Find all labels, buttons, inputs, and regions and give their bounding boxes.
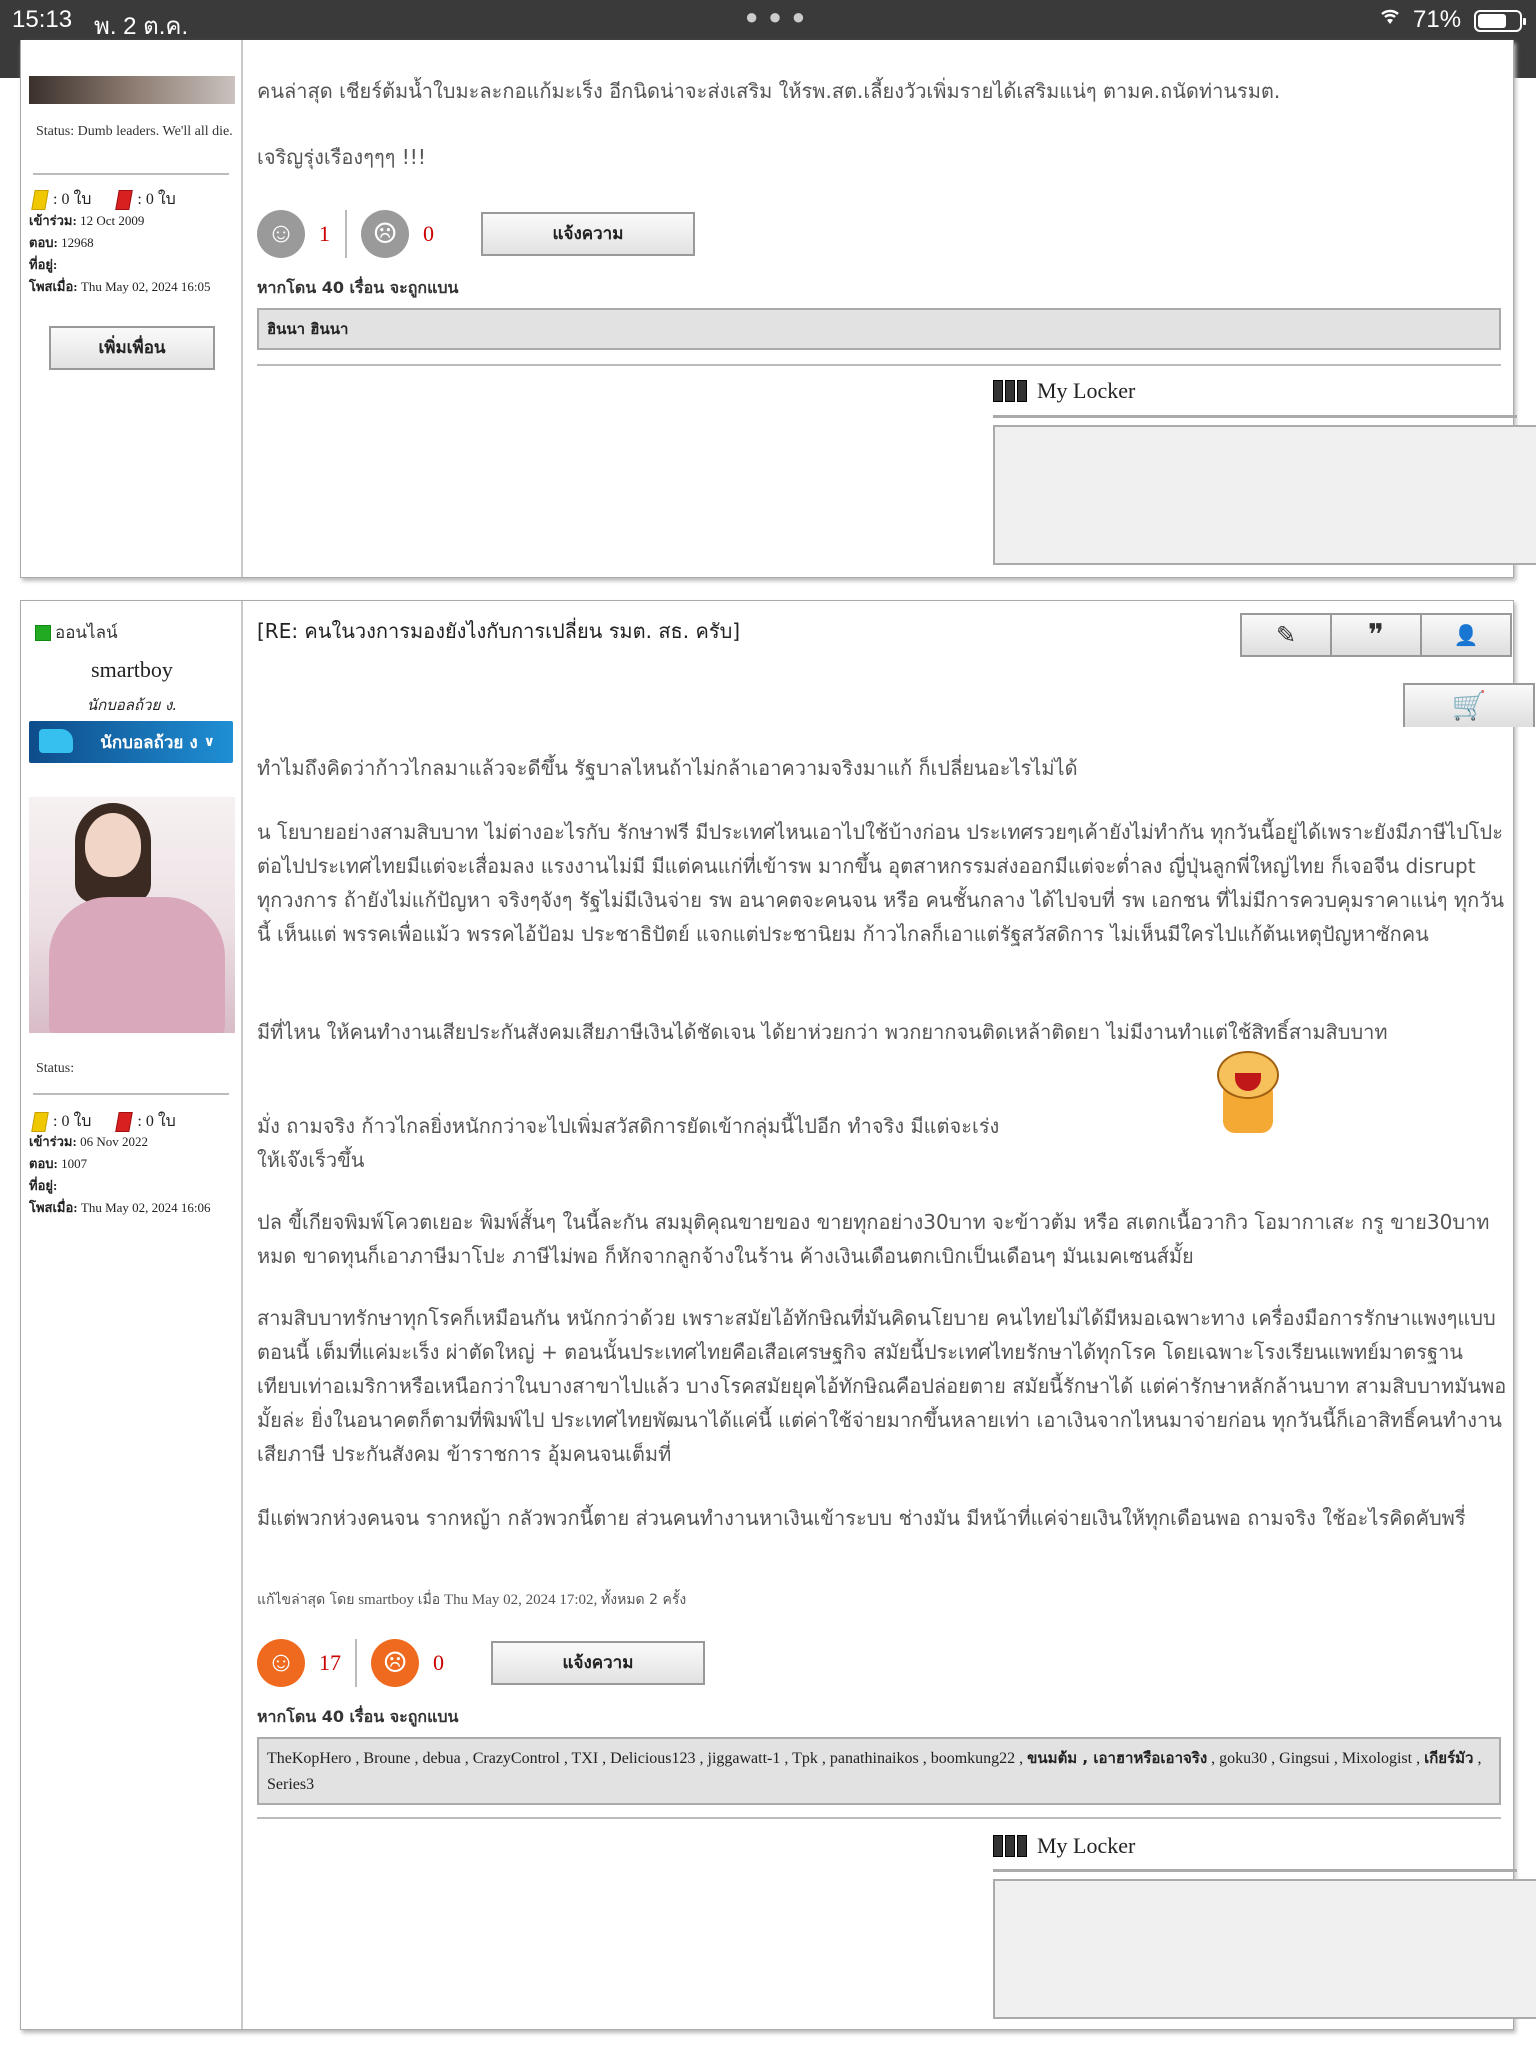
- edited-count: ทั้งหมด 2 ครั้ง: [601, 1592, 687, 1608]
- boot-icon: [39, 729, 73, 753]
- divider: [993, 415, 1517, 418]
- reaction-bar: [257, 1639, 705, 1687]
- likers-text: , goku30 , Gingsui , Mixologist ,: [1211, 1750, 1421, 1767]
- replies-count: 12968: [61, 235, 94, 250]
- likers-text: , Series3: [267, 1750, 1482, 1793]
- profile-icon: 👤: [1453, 624, 1479, 647]
- likers-list: [257, 1737, 1501, 1805]
- ban-note: หากโดน 40 เรื่อน จะถูกแบน: [257, 278, 459, 297]
- locker-title-text: My Locker: [1037, 1833, 1136, 1858]
- edit-history: [257, 1589, 686, 1611]
- post-author-panel: [21, 601, 243, 2029]
- online-label: ออนไลน์: [55, 623, 118, 643]
- divider: [257, 1817, 1501, 1819]
- rank-badge: นักบอลถ้วย ง ∨: [29, 721, 233, 763]
- post-author-panel: [21, 40, 243, 577]
- location-label: ที่อยู่:: [29, 1178, 58, 1193]
- message-paragraph: ปล ขี้เกียจพิมพ์โควตเยอะ พิมพ์สั้นๆ ในนี้ละกัน สมมุติคุณขายของ ขายทุกอย่าง30บาท จะข้าวต้ม หรือ สเตกเนื้อวากิว โอมากาเสะ กรู ขาย30บาทหมด ขาดทุนก็เอาภาษีมาโปะ ภาษีไม่พอ ก็หักจากลูกจ้างในร้าน ค้างเงินเดือนตกเบิกเป็นเดือนๆ มันเมคเซนส์มั้ย: [257, 1210, 1490, 1268]
- locker-title: [993, 1833, 1135, 1859]
- edited-at: Thu May 02, 2024 17:02,: [443, 1592, 598, 1608]
- edited-by[interactable]: smartboy: [358, 1592, 415, 1608]
- user-status: Status: Dumb leaders. We'll all die.: [36, 124, 233, 139]
- joined-date: 06 Nov 2022: [80, 1134, 148, 1149]
- message-paragraph: น โยบายอย่างสามสิบบาท ไม่ต่างอะไรกับ รักษาฟรี มีประเทศไหนเอาไปใช้บ้างก่อน ประเทศรวยๆเค้ายังไม่ทำกัน ทุกวันนี้อยู่ได้เพราะยังมีภาษีไปโปะ ต่อไปประเทศไทยมีแต่จะเสื่อมลง แรงงานไม่มี มีแต่คนแก่ที่เข้ารพ มากขึ้น อุตสาหกรรมส่งออกมีแต่จะต่ำลง ญี่ปุ่นลูกพี่ใหญ่ไทย ก็เจอจีน disrupt ทุกวงการ ถ้ายังไม่แก้ปัญหา จริงๆจังๆ รัฐไม่มีเงินจ่าย รพ อนาคตจะคนจน หรือ คนชั้นกลาง ได้ไปจบที่ รพ เอกชน ที่ไม่มีการควบคุมราคาแน่ๆ ทุกวันนี้ เห็นแต่ พรรคเพื่อแม้ว พรรคไอ้ป้อม ประชาธิปัตย์ แจกแต่ประชานิยม ก้าวไกลก็เอาแต่รัฐสวัสดิการ ไม่เห็นมีใครไปแก้ต้นเหตุปัญหาซักคน: [257, 820, 1505, 946]
- red-card-icon: [116, 190, 134, 210]
- location-label: ที่อยู่:: [29, 257, 58, 272]
- dislike-count: 0: [433, 1650, 444, 1675]
- replies-label: ตอบ:: [29, 235, 58, 250]
- posted-label: โพสเมื่อ:: [29, 1200, 78, 1215]
- edit-icon: ✎: [1275, 622, 1297, 649]
- post-content: [257, 601, 1513, 2029]
- joined-label: เข้าร่วม:: [29, 213, 77, 228]
- posted-label: โพสเมื่อ:: [29, 279, 78, 294]
- likers-text-bold: ขนมต้ม , เอาฮาหรือเอาจริง: [1027, 1749, 1208, 1767]
- user-info: [29, 1131, 211, 1219]
- message-paragraph: สามสิบบาทรักษาทุกโรคก็เหมือนกัน หนักกว่าด้วย เพราะสมัยไอ้ทักษิณที่มันคิดนโยบาย คนไทยไม่ได้มีหมอเฉพาะทาง เครื่องมือการรักษาแพงๆแบบตอนนี้ เต็มที่แค่มะเร็ง ผ่าตัดใหญ่ + ตอนนั้นประเทศไทยคือเสือเศรษฐกิจ สมัยนี้ประเทศไทยรักษาได้ทุกโรค โดยเฉพาะโรงเรียนแพทย์มาตรฐานเทียบเท่าอเมริกาหรือเหนือกว่าในบางสาขาไปแล้ว บางโรคสมัยยุคไอ้ทักษิณคือปล่อยตาย สมัยนี้รักษาได้ แต่ค่ารักษาหลักล้านบาท สามสิบบาทมันพอมั้ยล่ะ ยิ่งในอนาคตก็ตามที่พิมพ์ไป ประเทศไทยพัฒนาได้แค่นี้ แต่ค่าใช้จ่ายมากขึ้นหลายเท่า เอาเงินจากไหนมาจ่ายก่อน ทุกวันนี้ก็เอาสิทธิ์คนทำงานเสียภาษี ประกันสังคม ข้าราชการ อุ้มคนจนเต็มที่: [257, 1306, 1507, 1466]
- likers-text-bold: เกียร์มัว: [1424, 1749, 1474, 1767]
- dislike-face-icon[interactable]: ☹: [371, 1639, 419, 1687]
- divider: [355, 1639, 357, 1687]
- locker-title: [993, 378, 1135, 404]
- locker-box: [993, 1879, 1536, 2019]
- posted-date: Thu May 02, 2024 16:05: [80, 279, 211, 294]
- like-count: 17: [319, 1650, 341, 1675]
- report-button[interactable]: แจ้งความ: [481, 212, 695, 256]
- edit-button[interactable]: [1240, 613, 1332, 657]
- user-title: นักบอลถ้วย ง.: [86, 696, 178, 714]
- dislike-face-icon[interactable]: ☹: [361, 210, 409, 258]
- multitasking-dots-icon[interactable]: ● ● ●: [745, 4, 808, 29]
- post-toolbar: [1240, 613, 1510, 657]
- likers-text: TheKopHero , Broune , debua , CrazyControl , TXI , Delicious123 , jiggawatt-1 , Tpk , panathinaikos , boomkung22 ,: [267, 1750, 1024, 1767]
- message-line: คนล่าสุด เชียร์ต้มน้ำใบมะละกอแก้มะเร็ง อีกนิดน่าจะส่งเสริม ให้รพ.สต.เลี้ยงวัวเพิ่มรายได้เสริมแน่ๆ ตามค.ถนัดท่านรมต.: [257, 79, 1281, 103]
- quote-button[interactable]: [1330, 613, 1422, 657]
- likers-list: ฮินนา ฮินนา: [257, 308, 1501, 350]
- card-counts: [33, 187, 176, 212]
- post-title: [RE: คนในวงการมองยังไงกับการเปลี่ยน รมต. สธ. ครับ]: [257, 619, 741, 643]
- divider: [345, 210, 347, 258]
- joined-label: เข้าร่วม:: [29, 1134, 77, 1149]
- like-face-icon[interactable]: ☺: [257, 1639, 305, 1687]
- battery-fill: [1478, 14, 1506, 28]
- divider: [33, 1093, 229, 1095]
- user-status: Status:: [36, 1061, 75, 1076]
- message-paragraph: มีแต่พวกห่วงคนจน รากหญ้า กลัวพวกนี้ตาย ส่วนคนทำงานหาเงินเข้าระบบ ช่างมัน มีหน้าที่แค่จ่ายเงินให้ทุกเดือนพอ ถามจริง ใช้อะไรคิดคับพรี่: [257, 1506, 1466, 1530]
- red-card-count: : 0 ใบ: [137, 1113, 176, 1130]
- message-line: เจริญรุ่งเรืองๆๆๆ !!!: [257, 145, 426, 169]
- online-indicator: [35, 619, 118, 646]
- add-friend-button[interactable]: เพิ่มเพื่อน: [49, 326, 215, 370]
- red-card-icon: [116, 1112, 134, 1132]
- replies-label: ตอบ:: [29, 1156, 58, 1171]
- date: พ. 2 ต.ค.: [94, 13, 189, 40]
- battery-icon: [1474, 10, 1522, 32]
- yellow-card-icon: [31, 190, 49, 210]
- post-content: [257, 40, 1513, 577]
- profile-button[interactable]: [1420, 613, 1512, 657]
- wifi-icon: [1378, 6, 1402, 32]
- rank-badge-text: นักบอลถ้วย ง: [100, 732, 198, 753]
- like-face-icon[interactable]: ☺: [257, 210, 305, 258]
- locker-icon: [993, 1835, 1029, 1857]
- report-button[interactable]: แจ้งความ: [491, 1641, 705, 1685]
- battery-percent: 71%: [1413, 6, 1462, 33]
- divider: [33, 173, 229, 175]
- message-paragraph: มีที่ไหน ให้คนทำงานเสียประกันสังคมเสียภาษีเงินได้ชัดเจน ได้ยาห่วยกว่า พวกยากจนติดเหล้าติดยา ไม่มีงานทำแต่ใช้สิทธิ์สามสิบบาท: [257, 1020, 1388, 1044]
- divider: [257, 364, 1501, 366]
- quote-icon: ❞: [1367, 618, 1385, 652]
- yellow-card-icon: [31, 1112, 49, 1132]
- edited-prefix: แก้ไขล่าสุด โดย: [257, 1592, 355, 1608]
- cart-icon: 🛒: [1451, 691, 1487, 722]
- tiger-sticker-image: [1213, 1051, 1283, 1137]
- user-avatar[interactable]: [29, 797, 235, 1033]
- locker-title-text: My Locker: [1037, 378, 1136, 403]
- posted-date: Thu May 02, 2024 16:06: [80, 1200, 211, 1215]
- dislike-count: 0: [423, 221, 434, 246]
- edited-at-label: เมื่อ: [417, 1592, 441, 1608]
- cart-button[interactable]: [1403, 683, 1535, 727]
- username[interactable]: smartboy: [91, 657, 173, 682]
- clock: 15:13: [12, 6, 73, 33]
- divider: [993, 1869, 1517, 1872]
- locker-box: [993, 425, 1536, 565]
- user-avatar[interactable]: [29, 76, 235, 104]
- message-paragraph: มั่ง ถามจริง ก้าวไกลยิ่งหนักกว่าจะไปเพิ่มสวัสดิการยัดเข้ากลุ่มนี้ไปอีก ทำจริง มีแต่จะเร่งให้เจ๊งเร็วขึ้น: [257, 1114, 1000, 1172]
- message-paragraph: ทำไมถึงคิดว่าก้าวไกลมาแล้วจะดีขึ้น รัฐบาลไหนถ้าไม่กล้าเอาความจริงมาแก้ ก็เปลี่ยนอะไรไม่ได้: [257, 756, 1078, 780]
- yellow-card-count: : 0 ใบ: [53, 1113, 92, 1130]
- locker-icon: [993, 380, 1029, 402]
- reaction-bar: [257, 210, 695, 258]
- forum-post: [20, 40, 1514, 578]
- ban-note: หากโดน 40 เรื่อน จะถูกแบน: [257, 1707, 459, 1726]
- joined-date: 12 Oct 2009: [80, 213, 145, 228]
- like-count: 1: [319, 221, 330, 246]
- user-info: [29, 210, 211, 298]
- yellow-card-count: : 0 ใบ: [53, 191, 92, 208]
- red-card-count: : 0 ใบ: [137, 191, 176, 208]
- online-status-icon: [35, 625, 51, 641]
- forum-post: [20, 600, 1514, 2030]
- replies-count: 1007: [61, 1156, 88, 1171]
